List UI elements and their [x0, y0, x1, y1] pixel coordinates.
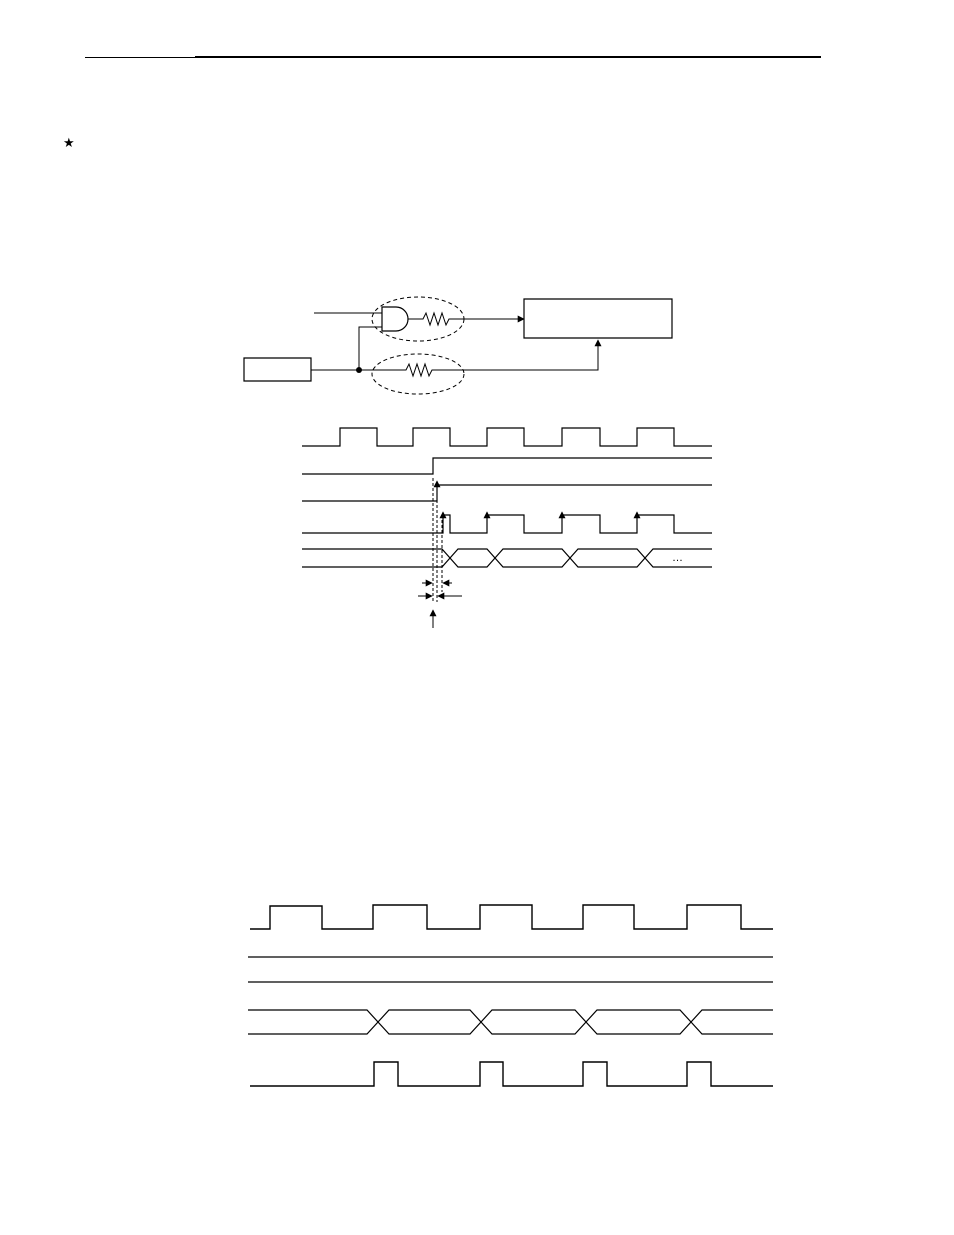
waveform-clock	[302, 428, 712, 446]
timing-diagram-top	[302, 428, 712, 628]
bus-ellipsis-label: …	[672, 552, 683, 564]
waveform-data-bus-2	[248, 1010, 773, 1034]
waveform-delayed-enable	[302, 485, 712, 501]
waveform-data-bus	[302, 549, 712, 567]
waveform-gated-clock	[302, 515, 712, 533]
revision-star-icon: ★	[63, 136, 75, 151]
resistor-upper	[408, 313, 462, 325]
resistor-lower	[404, 340, 598, 376]
waveform-clock-2	[250, 905, 773, 929]
delay-ellipse-lower	[372, 354, 464, 394]
and-gate-symbol	[382, 307, 408, 331]
waveform-pulse	[250, 1062, 773, 1086]
waveform-enable	[302, 458, 712, 474]
source-block	[244, 358, 311, 381]
target-block	[524, 299, 672, 338]
timing-diagram-bottom	[248, 905, 773, 1086]
junction-dot	[356, 367, 362, 373]
